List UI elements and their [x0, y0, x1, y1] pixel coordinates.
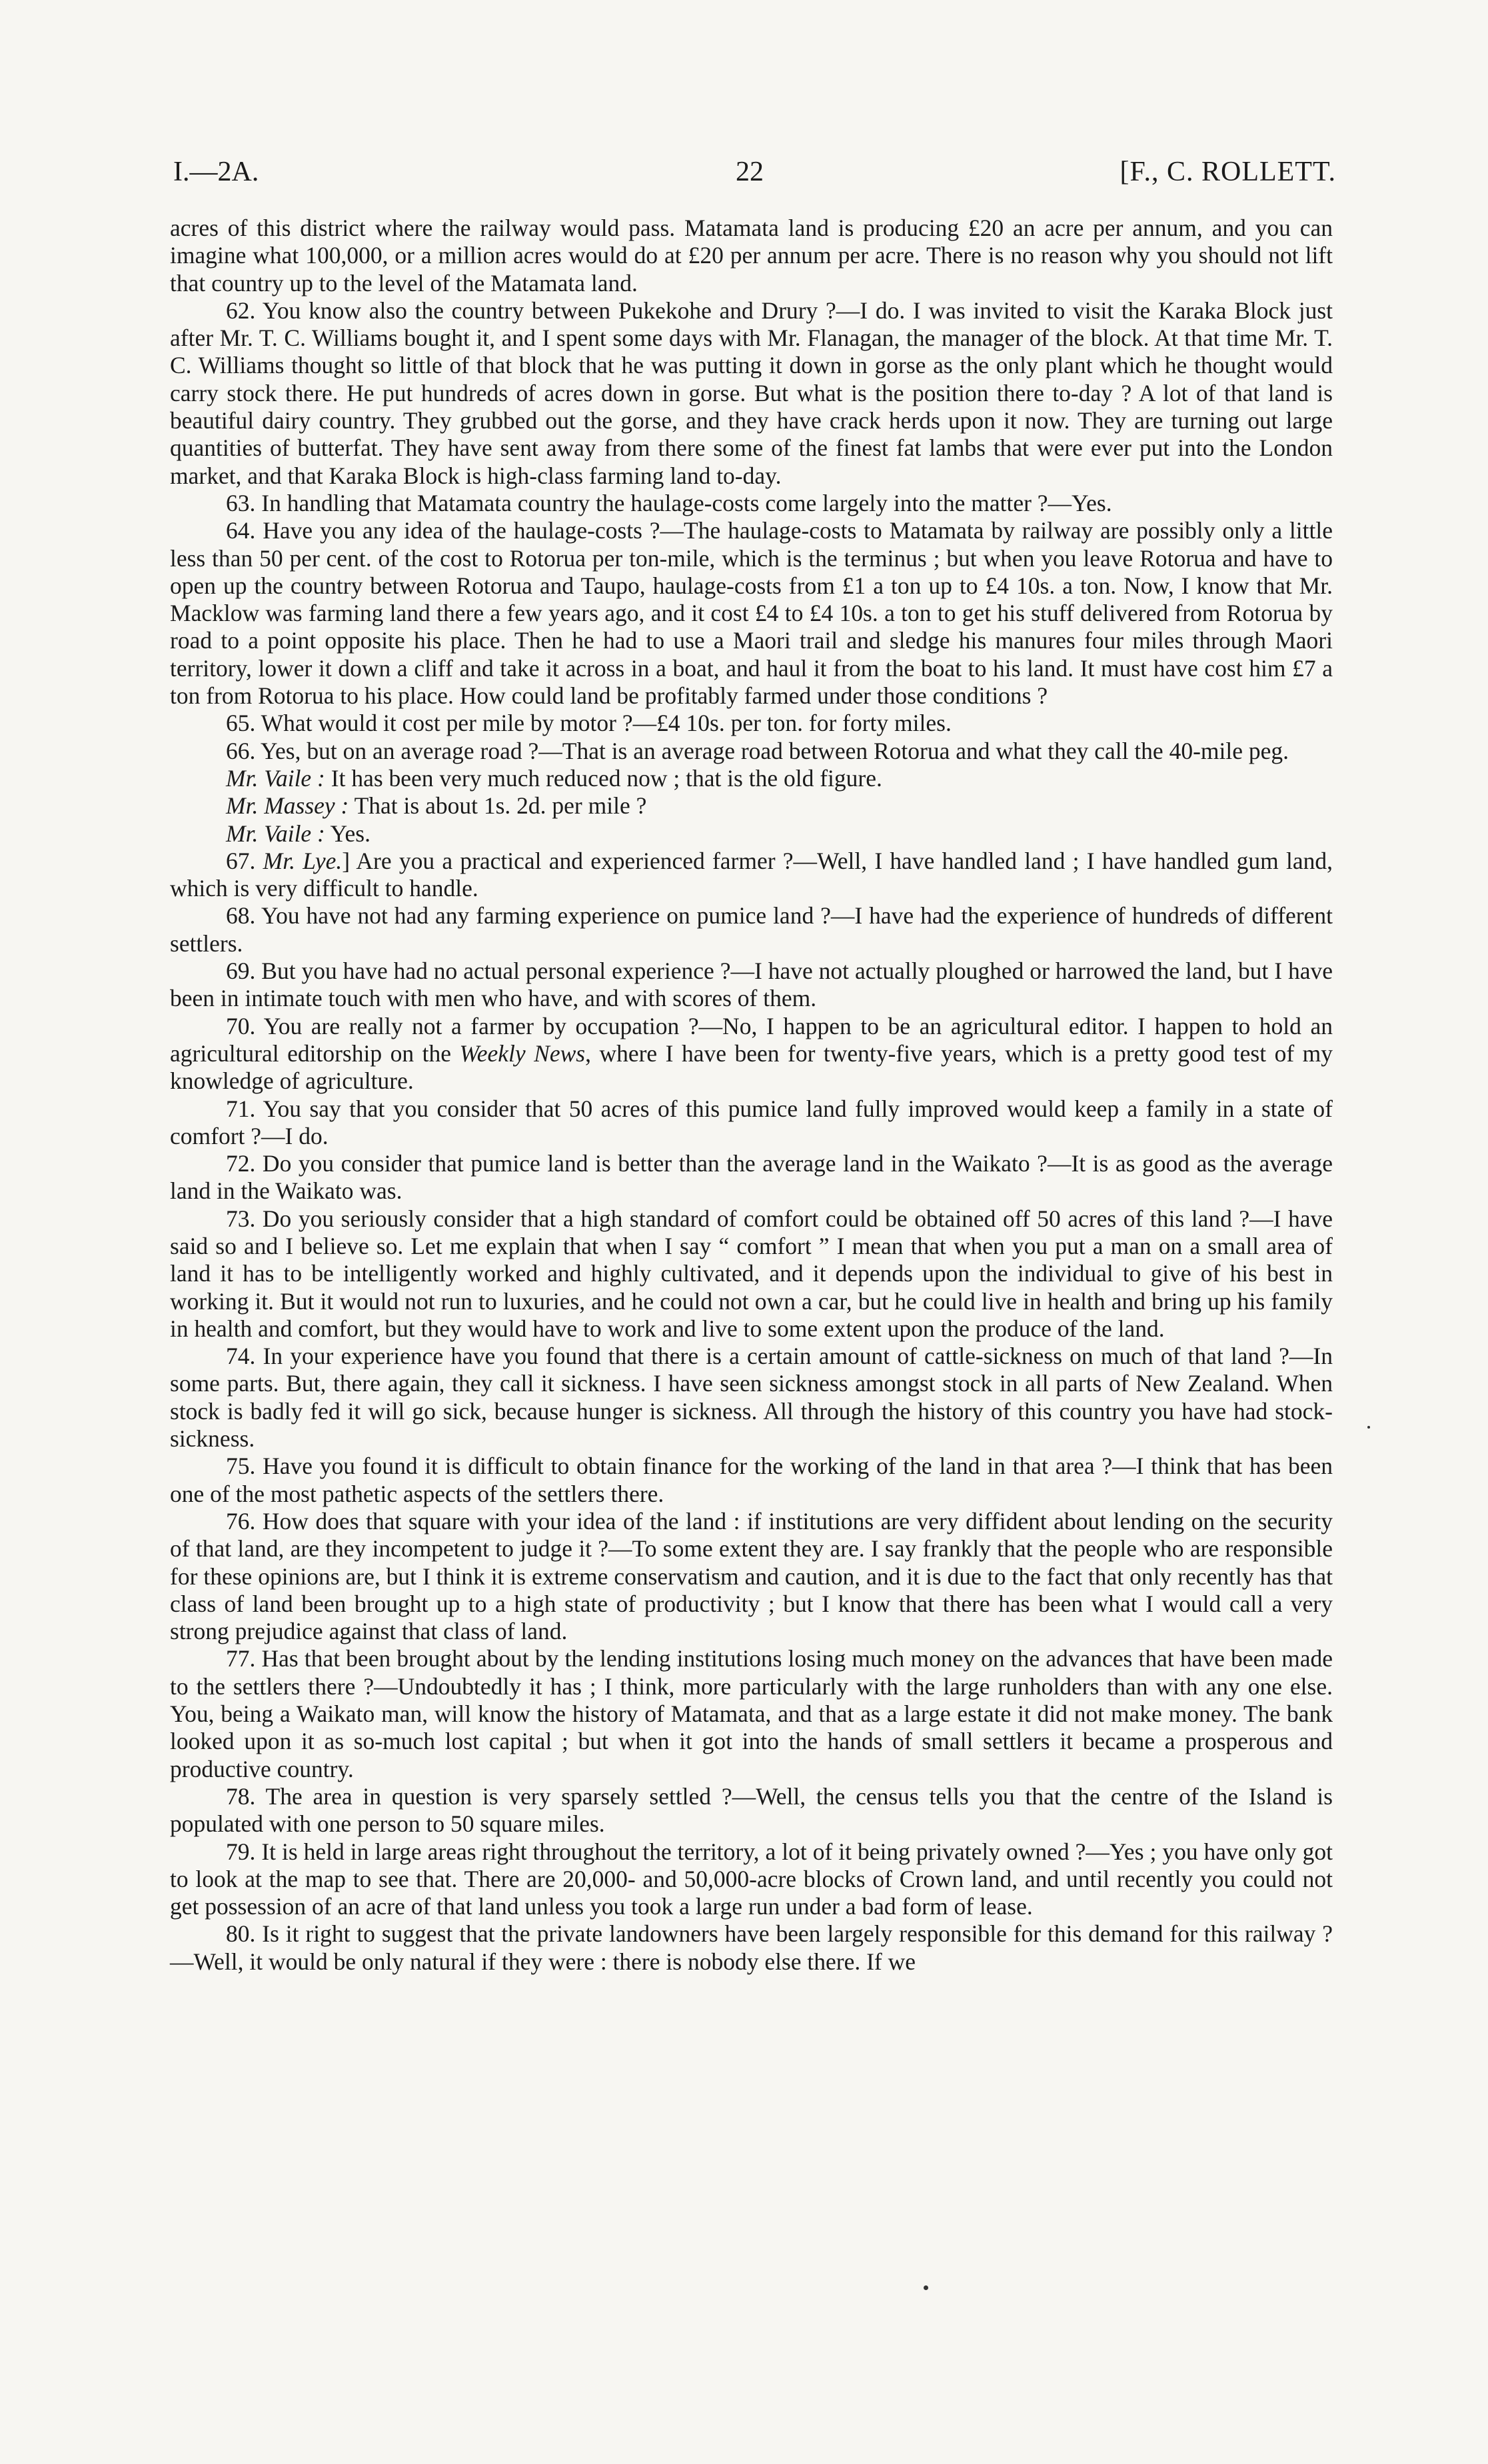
print-speck [924, 2285, 928, 2290]
question-62: 62. You know also the country between Pukekohe and Drury ?—I do. I was invited to visit the Karaka Block just after Mr. T. C. Williams bought it, and I spent some days with Mr. Flanagan, the manager of the block. At that time Mr. T. C. Williams thought so little of that block that he was putting it down in gorse as the only plant which he thought would carry stock there. He put hundreds of acres down in gorse. But what is the position there to-day ? A lot of that land is beautiful dairy country. They grubbed out the gorse, and they have crack herds upon it now. They are turning out large quantities of butterfat. They have sent away from there some of the finest fat lambs that were ever put into the London market, and that Karaka Block is high-class farming land to-day. [170, 297, 1333, 489]
speaker-name: Mr. Vaile : [226, 764, 325, 792]
remark-vaile: Mr. Vaile : It has been very much reduced now ; that is the old figure. [226, 764, 882, 792]
speaker-name: Mr. Vaile : [226, 820, 325, 847]
remark-massey: Mr. Massey : That is about 1s. 2d. per mile ? [226, 792, 647, 820]
question-76: 76. How does that square with your idea of the land : if institutions are very diffident about lending on the security of that land, are they incompetent to judge it ?—To some extent they are. I say frankly that the people who are responsible for these opinions are, but I think it is extreme conservatism and caution, and it is due to the fact that only recently has that class of land been brought up to a high state of productivity ; but I know that there has been what I would call a very strong prejudice against that class of land. [170, 1507, 1333, 1645]
paragraph-continuation: acres of this district where the railway would pass. Matamata land is producing £20 an acre per annum, and you can imagine what 100,000, or a million acres would do at £20 per annum per acre. There is no reason why you should not lift that country up to the level of the Matamata land. [170, 215, 1333, 297]
question-67: 67. Mr. Lye.] Are you a practical and experienced farmer ?—Well, I have handled land ; I have handled gum land, which is very difficult to handle. [170, 847, 1333, 902]
witness-name: [F., C. ROLLETT. [1119, 157, 1336, 187]
question-69: 69. But you have had no actual personal experience ?—I have not actually ploughed or harrowed the land, but I have been in intimate touch with men who have, and with scores of them. [170, 957, 1333, 1012]
publication-title: Weekly News [459, 1039, 586, 1067]
question-77: 77. Has that been brought about by the lending institutions losing much money on the advances that have been made to the settlers there ?—Undoubtedly it has ; I think, more particularly with the large runholders than with any one else. You, being a Waikato man, will know the history of Matamata, and that as a large estate it did not make money. The bank looked upon it as so-much lost capital ; but when it got into the hands of small settlers it became a prosperous and productive country. [170, 1645, 1333, 1782]
question-65: 65. What would it cost per mile by motor ?—£4 10s. per ton. for forty miles. [226, 710, 952, 737]
page-header [163, 152, 1336, 192]
question-63: 63. In handling that Matamata country the haulage-costs come largely into the matter ?—Yes. [226, 489, 1112, 516]
speaker-name: Mr. Lye. [263, 847, 343, 874]
document-reference: I.—2A. [173, 157, 259, 187]
question-78: 78. The area in question is very sparsely settled ?—Well, the census tells you that the centre of the Island is populated with one person to 50 square miles. [170, 1782, 1333, 1838]
question-75: 75. Have you found it is difficult to obtain finance for the working of the land in that area ?—I think that has been one of the most pathetic aspects of the settlers there. [170, 1453, 1333, 1507]
question-79: 79. It is held in large areas right throughout the territory, a lot of it being privately owned ?—Yes ; you have only got to look at the map to see that. There are 20,000- and 50,000-acre blocks of Crown land, and until recently you could not get possession of an acre of that land unless you took a large run under a bad form of lease. [170, 1838, 1333, 1920]
question-73: 73. Do you seriously consider that a high standard of comfort could be obtained off 50 acres of this land ?—I have said so and I believe so. Let me explain that when I say “ comfort ” I mean that when you put a man on a small area of land it has to be intelligently worked and highly cultivated, and it depends upon the individual to give of his best in working it. But it would not run to luxuries, and he could not own a car, but he could live in health and bring up his family in health and comfort, but they would have to work and live to some extent upon the produce of the land. [170, 1205, 1333, 1342]
question-74: 74. In your experience have you found that there is a certain amount of cattle-sickness on much of that land ?—In some parts. But, there again, they call it sickness. I have seen sickness amongst stock in all parts of New Zealand. When stock is badly fed it will go sick, because hunger is sickness. All through the history of this country you have had stock-sickness. [170, 1343, 1333, 1453]
question-80: 80. Is it right to suggest that the private landowners have been largely responsible for this demand for this railway ?—Well, it would be only natural if they were : there is nobody else there. If we [170, 1920, 1333, 1975]
question-66: 66. Yes, but on an average road ?—That is an average road between Rotorua and what they call the 40-mile peg. [226, 737, 1289, 764]
body-text [170, 215, 1333, 1976]
question-72: 72. Do you consider that pumice land is better than the average land in the Waikato ?—It is as good as the average land in the Waikato was. [170, 1150, 1333, 1205]
speaker-name: Mr. Massey : [226, 792, 349, 820]
question-68: 68. You have not had any farming experience on pumice land ?—I have had the experience of hundreds of different settlers. [170, 902, 1333, 957]
question-70: 70. You are really not a farmer by occupation ?—No, I happen to be an agricultural editor. I happen to hold an agricultural editorship on the Weekly News, where I have been for twenty-five years, which is a pretty good test of my knowledge of agriculture. [170, 1012, 1333, 1095]
remark-vaile-2: Mr. Vaile : Yes. [226, 820, 371, 847]
question-64: 64. Have you any idea of the haulage-costs ?—The haulage-costs to Matamata by railway are possibly only a little less than 50 per cent. of the cost to Rotorua per ton-mile, which is the terminus ; but when you leave Rotorua and have to open up the country between Rotorua and Taupo, haulage-costs from £1 a ton up to £4 10s. a ton. Now, I know that Mr. Macklow was farming land there a few years ago, and it cost £4 to £4 10s. a ton to get his stuff delivered from Rotorua by road to a point opposite his place. Then he had to use a Maori trail and sledge his manures four miles through Maori territory, lower it down a cliff and take it across in a boat, and haul it from the boat to his land. It must have cost him £7 a ton from Rotorua to his place. How could land be profitably farmed under those conditions ? [170, 517, 1333, 710]
print-speck [1367, 1426, 1370, 1429]
page-number: 22 [736, 157, 764, 187]
question-71: 71. You say that you consider that 50 acres of this pumice land fully improved would keep a family in a state of comfort ?—I do. [170, 1095, 1333, 1149]
